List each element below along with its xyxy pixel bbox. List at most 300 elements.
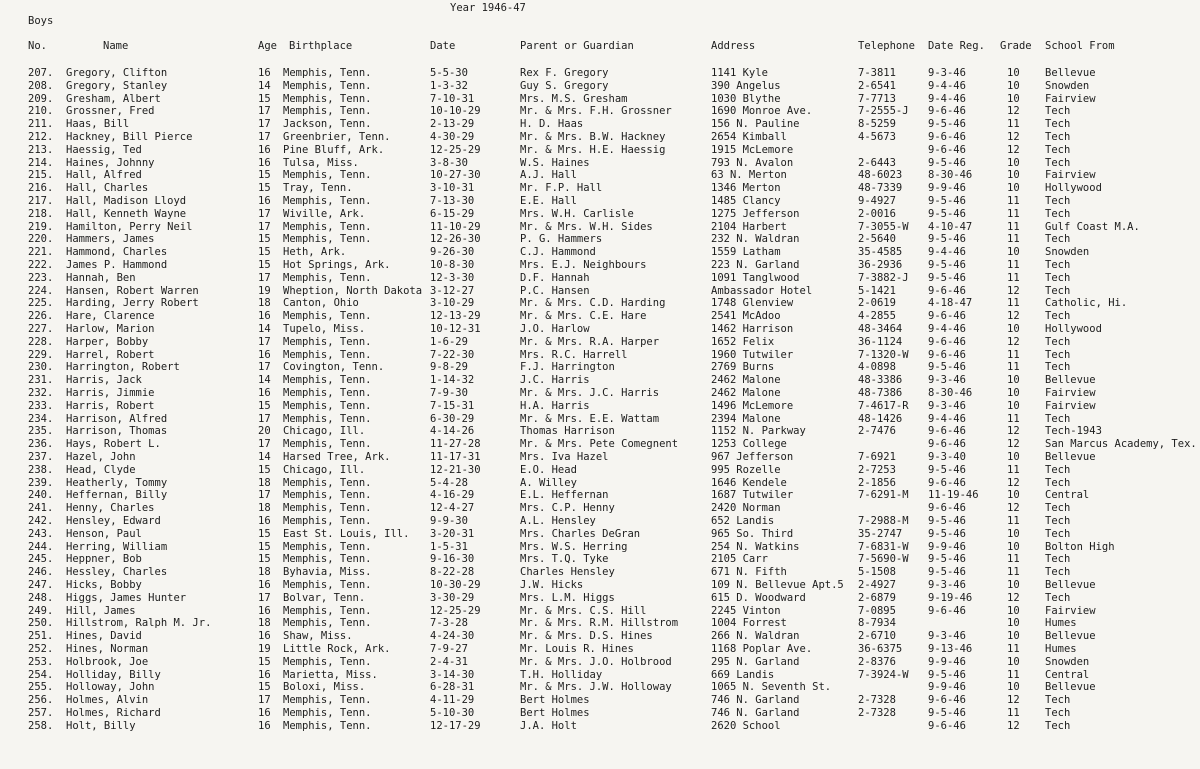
cell-birthplace: Wheption, North Dakota (283, 284, 423, 297)
cell-school-from: Snowden (1045, 655, 1090, 668)
cell-address: 746 N. Garland (711, 707, 800, 719)
header-no: No. (28, 40, 47, 52)
cell-date: 2-4-31 (430, 655, 468, 668)
cell-school-from: Tech (1045, 361, 1071, 374)
cell-telephone: 7-0895 (858, 604, 896, 617)
table-row (0, 592, 1200, 605)
cell-grade: 10 (1007, 399, 1020, 412)
cell-parent: A. Willey (520, 476, 577, 489)
cell-birthplace: Pine Bluff, Ark. (283, 143, 385, 156)
cell-grade: 12 (1007, 694, 1020, 707)
cell-birthplace: Memphis, Tenn. (283, 553, 372, 566)
cell-date: 9-8-29 (430, 361, 468, 374)
cell-date-reg: 9-4-46 (928, 412, 966, 425)
cell-date-reg: 9-9-46 (928, 182, 966, 195)
cell-age: 16 (258, 630, 271, 643)
cell-date: 3-30-29 (430, 591, 475, 604)
cell-date: 5-5-30 (430, 67, 468, 79)
cell-date-reg: 9-4-46 (928, 246, 966, 259)
table-row (0, 541, 1200, 554)
cell-school-from: Catholic, Hi. (1045, 297, 1128, 310)
cell-address: 793 N. Avalon (711, 156, 794, 169)
cell-school-from: Tech (1045, 156, 1071, 169)
cell-birthplace: Memphis, Tenn. (283, 169, 372, 182)
cell-parent: Bert Holmes (520, 694, 590, 707)
cell-date: 7-10-31 (430, 92, 475, 105)
cell-date: 9-16-30 (430, 553, 475, 566)
cell-name: Harper, Bobby (66, 335, 149, 348)
cell-birthplace: Marietta, Miss. (283, 668, 378, 681)
cell-no: 241. (28, 502, 54, 515)
cell-birthplace: Memphis, Tenn. (283, 438, 372, 451)
cell-parent: H.A. Harris (520, 399, 590, 412)
cell-birthplace: Memphis, Tenn. (283, 195, 372, 207)
cell-date: 7-9-30 (430, 387, 468, 399)
cell-school-from: Tech (1045, 463, 1071, 476)
cell-age: 17 (258, 131, 271, 143)
header-address: Address (711, 40, 756, 52)
cell-school-from: Tech (1045, 195, 1071, 207)
cell-grade: 10 (1007, 681, 1020, 694)
cell-address: 2654 Kimball (711, 131, 787, 143)
table-row (0, 489, 1200, 502)
cell-name: Harrel, Robert (66, 348, 155, 361)
table-row (0, 349, 1200, 362)
cell-school-from: Central (1045, 489, 1090, 502)
cell-school-from: Tech (1045, 412, 1071, 425)
cell-date: 10-8-30 (430, 259, 475, 271)
cell-school-from: Tech (1045, 207, 1071, 220)
cell-grade: 12 (1007, 591, 1020, 604)
cell-telephone: 5-1421 (858, 284, 896, 297)
cell-school-from: Gulf Coast M.A. (1045, 220, 1140, 233)
cell-grade: 10 (1007, 169, 1020, 182)
table-row (0, 707, 1200, 720)
cell-grade: 10 (1007, 540, 1020, 553)
cell-grade: 12 (1007, 719, 1020, 732)
cell-parent: Mrs. E.J. Neighbours (520, 259, 647, 271)
cell-school-from: Tech (1045, 348, 1071, 361)
cell-date: 1-6-29 (430, 335, 468, 348)
cell-telephone: 35-2747 (858, 527, 903, 540)
cell-date-reg: 9-3-40 (928, 451, 966, 463)
cell-date-reg: 4-10-47 (928, 220, 973, 233)
cell-age: 17 (258, 220, 271, 233)
cell-no: 232. (28, 387, 54, 399)
cell-date: 7-22-30 (430, 348, 475, 361)
cell-birthplace: Memphis, Tenn. (283, 502, 372, 515)
cell-no: 235. (28, 425, 54, 438)
cell-no: 216. (28, 182, 54, 195)
cell-parent: Mr. & Mrs. B.W. Hackney (520, 131, 666, 143)
cell-address: 1346 Merton (711, 182, 781, 195)
cell-parent: Mr. & Mrs. C.S. Hill (520, 604, 647, 617)
cell-address: 1253 College (711, 438, 787, 451)
cell-name: Hare, Clarence (66, 310, 155, 323)
cell-date-reg: 9-4-46 (928, 79, 966, 92)
cell-school-from: Tech (1045, 515, 1071, 527)
cell-parent: Mrs. M.S. Gresham (520, 92, 628, 105)
cell-school-from: Humes (1045, 643, 1077, 655)
cell-address: 109 N. Bellevue Apt.5 (711, 579, 844, 591)
cell-date: 6-30-29 (430, 412, 475, 425)
cell-telephone: 48-7339 (858, 182, 903, 195)
cell-no: 238. (28, 463, 54, 476)
cell-address: 266 N. Waldran (711, 630, 800, 643)
cell-date: 10-10-29 (430, 105, 481, 118)
table-row (0, 105, 1200, 118)
header-grade: Grade (1000, 40, 1032, 52)
cell-date-reg: 9-6-46 (928, 502, 966, 515)
cell-date-reg: 9-5-46 (928, 707, 966, 719)
cell-birthplace: Memphis, Tenn. (283, 310, 372, 323)
cell-no: 217. (28, 195, 54, 207)
cell-birthplace: Memphis, Tenn. (283, 220, 372, 233)
cell-date-reg: 9-4-46 (928, 323, 966, 335)
cell-age: 18 (258, 476, 271, 489)
cell-date-reg: 9-3-46 (928, 630, 966, 643)
cell-name: Holliday, Billy (66, 668, 161, 681)
cell-telephone: 48-7386 (858, 387, 903, 399)
cell-grade: 11 (1007, 220, 1020, 233)
cell-grade: 10 (1007, 374, 1020, 387)
cell-grade: 11 (1007, 361, 1020, 374)
cell-birthplace: Wiville, Ark. (283, 207, 366, 220)
cell-no: 237. (28, 451, 54, 463)
cell-address: 254 N. Watkins (711, 540, 800, 553)
cell-age: 17 (258, 105, 271, 118)
cell-name: Hamilton, Perry Neil (66, 220, 193, 233)
cell-grade: 12 (1007, 284, 1020, 297)
cell-school-from: Hollywood (1045, 323, 1102, 335)
cell-address: 1030 Blythe (711, 92, 781, 105)
cell-grade: 10 (1007, 617, 1020, 630)
cell-name: Henny, Charles (66, 502, 155, 515)
cell-date: 11-27-28 (430, 438, 481, 451)
cell-age: 16 (258, 195, 271, 207)
cell-date: 7-13-30 (430, 195, 475, 207)
cell-school-from: Tech (1045, 310, 1071, 323)
cell-age: 18 (258, 566, 271, 579)
cell-parent: Thomas Harrison (520, 425, 615, 438)
cell-date: 4-16-29 (430, 489, 475, 502)
cell-school-from: Tech (1045, 335, 1071, 348)
cell-address: 1091 Tanglwood (711, 271, 800, 284)
cell-age: 16 (258, 67, 271, 79)
cell-parent: Mr. & Mrs. W.H. Sides (520, 220, 653, 233)
cell-age: 17 (258, 412, 271, 425)
cell-age: 17 (258, 489, 271, 502)
cell-telephone: 48-3386 (858, 374, 903, 387)
cell-date-reg: 9-5-46 (928, 259, 966, 271)
cell-address: 1748 Glenview (711, 297, 794, 310)
cell-address: 2420 Norman (711, 502, 781, 515)
cell-telephone: 2-7476 (858, 425, 896, 438)
cell-no: 207. (28, 67, 54, 79)
cell-name: Holmes, Richard (66, 707, 161, 719)
cell-name: James P. Hammond (66, 259, 168, 271)
cell-date: 9-9-30 (430, 515, 468, 527)
cell-school-from: Bolton High (1045, 540, 1115, 553)
cell-no: 254. (28, 668, 54, 681)
cell-name: Hazel, John (66, 451, 136, 463)
cell-name: Hines, Norman (66, 643, 149, 655)
cell-date: 9-26-30 (430, 246, 475, 259)
cell-birthplace: Memphis, Tenn. (283, 348, 372, 361)
cell-birthplace: Memphis, Tenn. (283, 79, 372, 92)
cell-age: 16 (258, 143, 271, 156)
cell-telephone: 2-6710 (858, 630, 896, 643)
cell-date: 12-25-29 (430, 604, 481, 617)
cell-grade: 11 (1007, 643, 1020, 655)
cell-age: 15 (258, 169, 271, 182)
cell-name: Harris, Jimmie (66, 387, 155, 399)
cell-address: 2541 McAdoo (711, 310, 781, 323)
cell-no: 239. (28, 476, 54, 489)
cell-date-reg: 9-6-46 (928, 131, 966, 143)
cell-name: Harrison, Alfred (66, 412, 168, 425)
cell-name: Holbrook, Joe (66, 655, 149, 668)
cell-grade: 11 (1007, 271, 1020, 284)
cell-school-from: Tech (1045, 694, 1071, 707)
cell-age: 14 (258, 323, 271, 335)
cell-no: 258. (28, 719, 54, 732)
cell-address: 967 Jefferson (711, 451, 794, 463)
table-row (0, 221, 1200, 234)
table-row (0, 643, 1200, 656)
cell-parent: Mrs. C.P. Henny (520, 502, 615, 515)
cell-date-reg: 9-4-46 (928, 92, 966, 105)
cell-name: Harrington, Robert (66, 361, 180, 374)
cell-school-from: Tech (1045, 105, 1071, 118)
cell-no: 215. (28, 169, 54, 182)
cell-grade: 11 (1007, 707, 1020, 719)
cell-birthplace: Tulsa, Miss. (283, 156, 359, 169)
cell-telephone: 9-4927 (858, 195, 896, 207)
cell-telephone: 7-3055-W (858, 220, 909, 233)
cell-date: 3-12-27 (430, 284, 475, 297)
cell-telephone: 7-3924-W (858, 668, 909, 681)
cell-school-from: Snowden (1045, 79, 1090, 92)
cell-parent: P. G. Hammers (520, 233, 603, 246)
cell-no: 208. (28, 79, 54, 92)
cell-birthplace: Memphis, Tenn. (283, 412, 372, 425)
cell-name: Hannah, Ben (66, 271, 136, 284)
cell-address: 1065 N. Seventh St. (711, 681, 832, 694)
cell-no: 244. (28, 540, 54, 553)
cell-telephone: 2-6879 (858, 591, 896, 604)
cell-date-reg: 9-9-46 (928, 681, 966, 694)
cell-grade: 11 (1007, 297, 1020, 310)
cell-date-reg: 9-5-46 (928, 463, 966, 476)
cell-school-from: Tech (1045, 284, 1071, 297)
cell-date-reg: 8-30-46 (928, 387, 973, 399)
cell-date: 12-25-29 (430, 143, 481, 156)
cell-date-reg: 9-5-46 (928, 271, 966, 284)
cell-school-from: Fairview (1045, 399, 1096, 412)
cell-name: Heffernan, Billy (66, 489, 168, 502)
cell-no: 249. (28, 604, 54, 617)
cell-date: 3-8-30 (430, 156, 468, 169)
cell-school-from: Fairview (1045, 169, 1096, 182)
table-row (0, 669, 1200, 682)
cell-birthplace: Memphis, Tenn. (283, 387, 372, 399)
cell-age: 15 (258, 553, 271, 566)
cell-school-from: Tech (1045, 118, 1071, 131)
cell-age: 15 (258, 259, 271, 271)
cell-address: 1141 Kyle (711, 67, 768, 79)
cell-address: 1687 Tutwiler (711, 489, 794, 502)
cell-address: 223 N. Garland (711, 259, 800, 271)
table-row (0, 336, 1200, 349)
cell-no: 220. (28, 233, 54, 246)
cell-name: Haas, Bill (66, 118, 130, 131)
cell-school-from: Tech (1045, 502, 1071, 515)
cell-school-from: Bellevue (1045, 681, 1096, 694)
table-row (0, 502, 1200, 515)
cell-parent: Mrs. T.Q. Tyke (520, 553, 609, 566)
table-row (0, 515, 1200, 528)
cell-parent: Mr. & Mrs. J.C. Harris (520, 387, 660, 399)
cell-grade: 11 (1007, 259, 1020, 271)
cell-telephone: 2-7253 (858, 463, 896, 476)
cell-birthplace: Canton, Ohio (283, 297, 359, 310)
cell-name: Gregory, Stanley (66, 79, 168, 92)
cell-date-reg: 9-6-46 (928, 310, 966, 323)
cell-date-reg: 9-6-46 (928, 105, 966, 118)
header-name: Name (103, 40, 129, 52)
table-row (0, 477, 1200, 490)
cell-telephone: 7-2555-J (858, 105, 909, 118)
table-row (0, 579, 1200, 592)
cell-address: 2462 Malone (711, 387, 781, 399)
cell-no: 211. (28, 118, 54, 131)
cell-grade: 11 (1007, 118, 1020, 131)
cell-no: 212. (28, 131, 54, 143)
cell-address: 390 Angelus (711, 79, 781, 92)
cell-address: 746 N. Garland (711, 694, 800, 707)
cell-no: 256. (28, 694, 54, 707)
cell-address: 295 N. Garland (711, 655, 800, 668)
cell-name: Haessig, Ted (66, 143, 142, 156)
cell-address: 63 N. Merton (711, 169, 787, 182)
table-row (0, 425, 1200, 438)
cell-no: 226. (28, 310, 54, 323)
cell-date: 3-14-30 (430, 668, 475, 681)
cell-grade: 12 (1007, 438, 1020, 451)
cell-parent: E.O. Head (520, 463, 577, 476)
cell-name: Holmes, Alvin (66, 694, 149, 707)
cell-date-reg: 8-30-46 (928, 169, 973, 182)
table-row (0, 720, 1200, 733)
cell-telephone: 4-2855 (858, 310, 896, 323)
cell-age: 15 (258, 681, 271, 694)
cell-name: Hackney, Bill Pierce (66, 131, 193, 143)
cell-school-from: Fairview (1045, 604, 1096, 617)
cell-grade: 10 (1007, 246, 1020, 259)
cell-address: 1652 Felix (711, 335, 775, 348)
cell-address: 1168 Poplar Ave. (711, 643, 813, 655)
cell-grade: 12 (1007, 105, 1020, 118)
cell-date-reg: 9-6-46 (928, 719, 966, 732)
cell-telephone: 2-1856 (858, 476, 896, 489)
cell-date-reg: 9-5-46 (928, 553, 966, 566)
cell-school-from: Tech (1045, 476, 1071, 489)
cell-address: 2462 Malone (711, 374, 781, 387)
cell-school-from: Snowden (1045, 246, 1090, 259)
table-row (0, 387, 1200, 400)
cell-grade: 11 (1007, 463, 1020, 476)
cell-date: 10-12-31 (430, 323, 481, 335)
cell-age: 17 (258, 361, 271, 374)
table-row (0, 400, 1200, 413)
cell-name: Head, Clyde (66, 463, 136, 476)
cell-name: Harding, Jerry Robert (66, 297, 199, 310)
cell-date: 3-10-31 (430, 182, 475, 195)
cell-no: 228. (28, 335, 54, 348)
cell-name: Herring, William (66, 540, 168, 553)
cell-date-reg: 9-5-46 (928, 361, 966, 374)
cell-date-reg: 9-9-46 (928, 540, 966, 553)
cell-date-reg: 9-9-46 (928, 655, 966, 668)
cell-date-reg: 9-5-46 (928, 233, 966, 246)
page-title: Year 1946-47 (450, 2, 526, 14)
cell-birthplace: Memphis, Tenn. (283, 617, 372, 630)
cell-name: Gregory, Clifton (66, 67, 168, 79)
cell-age: 17 (258, 694, 271, 707)
cell-grade: 11 (1007, 233, 1020, 246)
cell-date: 2-13-29 (430, 118, 475, 131)
cell-grade: 10 (1007, 67, 1020, 79)
cell-date-reg: 9-13-46 (928, 643, 973, 655)
cell-age: 17 (258, 438, 271, 451)
table-row (0, 297, 1200, 310)
cell-age: 18 (258, 297, 271, 310)
table-row (0, 118, 1200, 131)
cell-date: 3-20-31 (430, 527, 475, 540)
cell-address: 1152 N. Parkway (711, 425, 806, 438)
cell-date: 1-5-31 (430, 540, 468, 553)
table-row (0, 553, 1200, 566)
cell-date: 7-3-28 (430, 617, 468, 630)
cell-telephone: 2-7328 (858, 707, 896, 719)
table-row (0, 259, 1200, 272)
cell-age: 14 (258, 451, 271, 463)
table-row (0, 528, 1200, 541)
cell-name: Harrison, Thomas (66, 425, 168, 438)
cell-parent: Mrs. L.M. Higgs (520, 591, 615, 604)
cell-telephone: 7-5690-W (858, 553, 909, 566)
table-row (0, 195, 1200, 208)
cell-date-reg: 9-6-46 (928, 604, 966, 617)
cell-telephone: 7-6921 (858, 451, 896, 463)
cell-date-reg: 9-5-46 (928, 207, 966, 220)
cell-no: 221. (28, 246, 54, 259)
cell-parent: D.F. Hannah (520, 271, 590, 284)
cell-date: 12-26-30 (430, 233, 481, 246)
cell-parent: E.L. Heffernan (520, 489, 609, 502)
cell-telephone: 2-4927 (858, 579, 896, 591)
cell-no: 223. (28, 271, 54, 284)
cell-grade: 12 (1007, 310, 1020, 323)
cell-date: 7-9-27 (430, 643, 468, 655)
cell-no: 245. (28, 553, 54, 566)
cell-school-from: Tech (1045, 233, 1071, 246)
cell-address: 965 So. Third (711, 527, 794, 540)
cell-no: 243. (28, 527, 54, 540)
cell-grade: 10 (1007, 579, 1020, 591)
cell-birthplace: Memphis, Tenn. (283, 335, 372, 348)
